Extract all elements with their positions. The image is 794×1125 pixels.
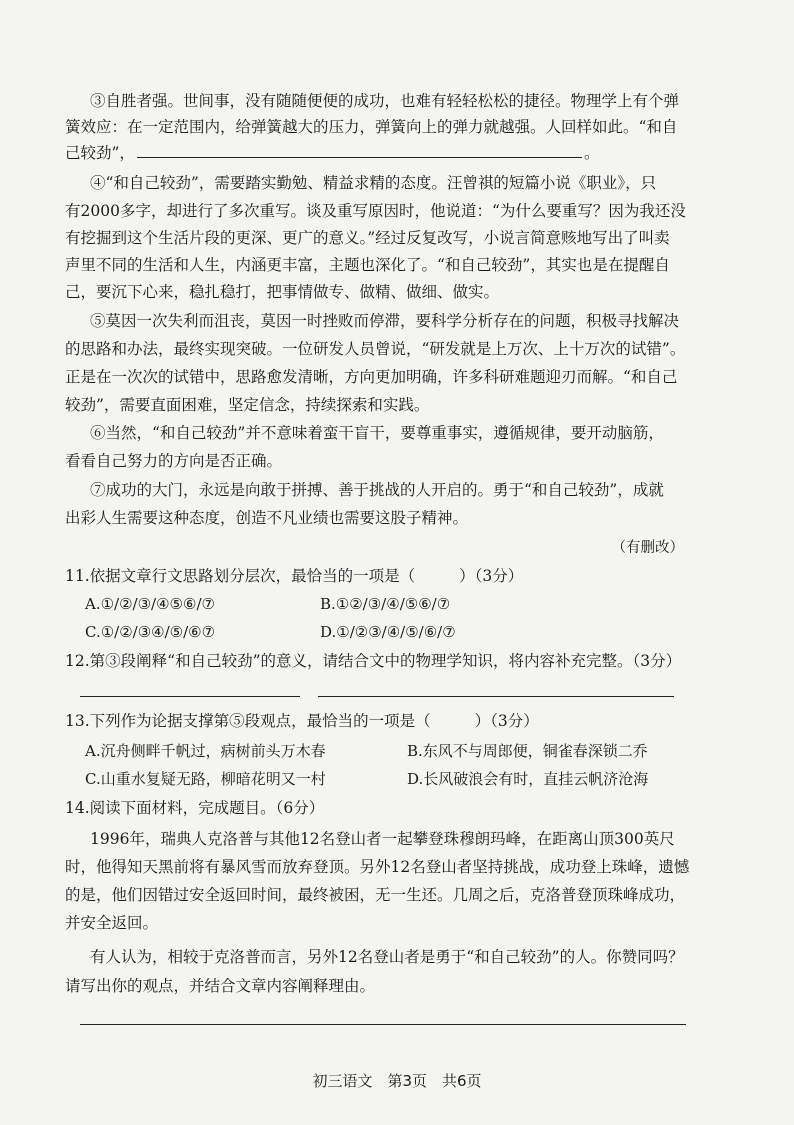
q13-stem	[65, 708, 665, 734]
q11-option-c[interactable]: C.①/②/③④/⑤/⑥⑦	[85, 623, 216, 641]
answer-blank-q12-inline[interactable]	[137, 143, 582, 158]
q11-stem-b: ）（3分）	[459, 567, 524, 585]
q14-stem: 14.阅读下面材料，完成题目。（6分）	[65, 799, 325, 817]
p3-line-2: 簧效应：在一定范围内，给弹簧越大的压力，弹簧向上的弹力就越强。人回样如此。“和自	[65, 118, 678, 136]
p4-line-3: 有挖掘到这个生活片段的更深、更广的意义。”经过反复改写，小说言简意赅地写出了叫卖	[65, 229, 670, 247]
q13-stem-a: 13.下列作为论据支撑第⑤段观点，最恰当的一项是（	[65, 712, 431, 730]
p4-line-1: ④“和自己较劲”，需要踏实勤勉、精益求精的态度。汪曾祺的短篇小说《职业》，只	[90, 174, 657, 192]
p3-line-1: ③自胜者强。世间事，没有随随便便的成功，也难有轻轻松松的捷径。物理学上有个弹	[90, 92, 680, 110]
p5-line-2: 的思路和办法，最终实现突破。一位研发人员曾说，“研发就是上万次、上十万次的试错”。	[65, 340, 686, 358]
q11-option-a[interactable]: A.①/②/③/④⑤⑥/⑦	[85, 595, 215, 613]
q12-answer-line-2[interactable]	[318, 696, 674, 697]
q11-stem-a: 11.依据文章行文思路划分层次，最恰当的一项是（	[65, 567, 416, 585]
q12-answer-line-1[interactable]	[80, 696, 300, 697]
q14-material-line-1: 1996年，瑞典人克洛普与其他12名登山者一起攀登珠穆朗玛峰，在距离山顶300英尺	[90, 830, 675, 848]
q14-material-line-2: 时，他得知天黑前将有暴风雪而放弃登顶。另外12名登山者坚持挑战，成功登上珠峰，遗憾	[65, 858, 690, 876]
q11-stem	[65, 563, 665, 589]
q14-answer-line[interactable]	[80, 1024, 686, 1025]
p3-line-3	[65, 140, 665, 166]
p4-line-5: 己，要沉下心来，稳扎稳打，把事情做专、做精、做细、做实。	[65, 283, 500, 301]
q13-option-d[interactable]: D.长风破浪会有时，直挂云帆济沧海	[407, 770, 649, 788]
q14-material-line-4: 并安全返回。	[65, 914, 159, 932]
p4-line-4: 声里不同的生活和人生，内涵更丰富，主题也深化了。“和自己较劲”，其实也是在提醒自	[65, 256, 670, 274]
p7-line-2: 出彩人生需要这种态度，创造不凡业绩也需要这股子精神。	[65, 509, 469, 527]
p6-line-1: ⑥当然，“和自己较劲”并不意味着蛮干盲干，要尊重事实，遵循规律，要开动脑筋，	[90, 424, 664, 442]
q11-option-d[interactable]: D.①/②③/④/⑤/⑥/⑦	[320, 623, 456, 641]
p7-line-1: ⑦成功的大门，永远是向敢于拼搏、善于挑战的人开启的。勇于“和自己较劲”，成就	[90, 481, 664, 499]
p5-line-3: 正是在一次次的试错中，思路愈发清晰，方向更加明确，许多科研难题迎刃而解。“和自己	[65, 368, 678, 386]
p4-line-2: 有2000多字，却进行了多次重写。谈及重写原因时，他说道：“为什么要重写？因为我还没	[65, 202, 686, 220]
page-footer: 初三语文 第3页 共6页	[312, 1072, 482, 1090]
q12-stem: 12.第③段阐释“和自己较劲”的意义，请结合文中的物理学知识，将内容补充完整。（3分）	[65, 652, 682, 670]
q13-option-a[interactable]: A.沉舟侧畔千帆过，病树前头万木春	[85, 742, 326, 760]
p3-line-3-end: 。	[583, 144, 600, 162]
p5-line-1: ⑤莫因一次失利而沮丧，莫因一时挫败而停滞，要科学分析存在的问题，积极寻找解决	[90, 312, 680, 330]
p6-line-2: 看看自己努力的方向是否正确。	[65, 452, 283, 470]
q13-option-c[interactable]: C.山重水复疑无路，柳暗花明又一村	[85, 770, 326, 788]
q14-material-line-3: 的是，他们因错过安全返回时间，最终被困，无一生还。几周之后，克洛普登顶珠峰成功，	[65, 886, 686, 904]
p5-line-4: 较劲”，需要直面困难，坚定信念，持续探索和实践。	[65, 396, 430, 414]
q13-option-b[interactable]: B.东风不与周郎便，铜雀春深锁二乔	[407, 742, 648, 760]
q13-stem-b: ）（3分）	[474, 712, 539, 730]
q14-prompt-line-2: 请写出你的观点，并结合文章内容阐释理由。	[65, 977, 376, 995]
p3-line-3-text: 己较劲”，	[65, 144, 135, 162]
source-remark: （有删改）	[611, 540, 684, 556]
q11-option-b[interactable]: B.①②/③/④/⑤⑥/⑦	[320, 595, 451, 613]
q14-prompt-line-1: 有人认为，相较于克洛普而言，另外12名登山者是勇于“和自己较劲”的人。你赞同吗？	[90, 948, 684, 966]
